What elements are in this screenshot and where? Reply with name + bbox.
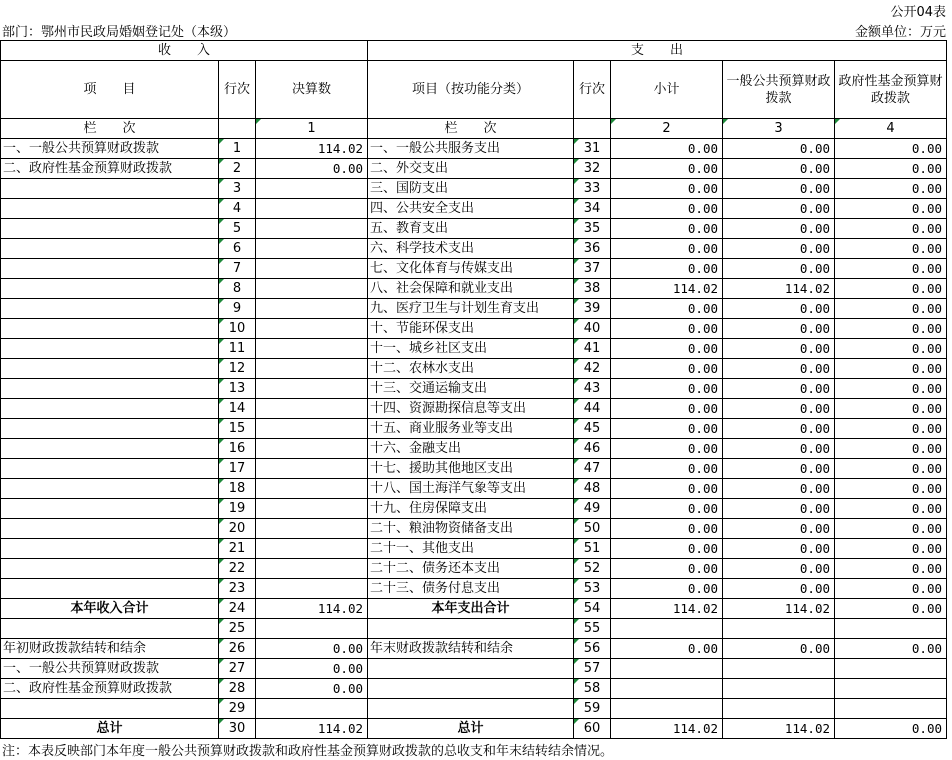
expense-gov-fund: 0.00 [835,399,947,419]
income-row-no: 26 [219,639,256,659]
expense-subtotal: 0.00 [611,379,723,399]
table-row [1,719,947,739]
expense-subtotal: 0.00 [611,459,723,479]
expense-row-no: 41 [574,339,611,359]
income-row-no: 23 [219,579,256,599]
expense-item [368,619,574,639]
income-row-no: 3 [219,179,256,199]
fiscal-table [0,40,947,739]
table-row [1,339,947,359]
income-row-no: 21 [219,539,256,559]
expense-gov-fund: 0.00 [835,419,947,439]
expense-item: 十三、交通运输支出 [368,379,574,399]
income-row-no: 29 [219,699,256,719]
expense-subtotal: 0.00 [611,239,723,259]
expense-subtotal: 0.00 [611,419,723,439]
expense-row-no: 51 [574,539,611,559]
expense-general-budget: 0.00 [723,299,835,319]
income-row-no: 13 [219,379,256,399]
expense-row-no: 57 [574,659,611,679]
expense-item: 十八、国土海洋气象等支出 [368,479,574,499]
income-item [1,619,219,639]
expense-row-no: 38 [574,279,611,299]
expense-item: 十、节能环保支出 [368,319,574,339]
income-row-no: 11 [219,339,256,359]
income-item [1,179,219,199]
expense-gov-fund: 0.00 [835,219,947,239]
expense-row-no: 48 [574,479,611,499]
expense-item [368,659,574,679]
income-amount [256,259,368,279]
income-item [1,479,219,499]
income-amount [256,239,368,259]
expense-subtotal: 0.00 [611,519,723,539]
income-row-no: 22 [219,559,256,579]
col-subtotal: 小计 [611,61,723,119]
expense-row-no: 37 [574,259,611,279]
income-amount [256,619,368,639]
income-row-no: 5 [219,219,256,239]
expense-item: 十九、住房保障支出 [368,499,574,519]
table-row [1,619,947,639]
income-item: 一、一般公共预算财政拨款 [1,659,219,679]
expense-general-budget [723,699,835,719]
expense-row-no: 46 [574,439,611,459]
income-amount: 0.00 [256,639,368,659]
income-item [1,359,219,379]
expense-general-budget: 0.00 [723,419,835,439]
expense-general-budget [723,679,835,699]
expense-subtotal: 0.00 [611,179,723,199]
expense-gov-fund: 0.00 [835,259,947,279]
expense-subtotal: 0.00 [611,359,723,379]
expense-subtotal: 0.00 [611,559,723,579]
expense-subtotal [611,699,723,719]
expense-item: 九、医疗卫生与计划生育支出 [368,299,574,319]
col-index-4: 4 [835,119,947,139]
income-amount [256,219,368,239]
income-amount [256,339,368,359]
expense-general-budget: 0.00 [723,579,835,599]
income-row-no: 19 [219,499,256,519]
expense-general-budget: 0.00 [723,259,835,279]
expense-general-budget: 0.00 [723,239,835,259]
expense-general-budget: 0.00 [723,179,835,199]
income-amount [256,519,368,539]
table-row [1,179,947,199]
expense-gov-fund: 0.00 [835,339,947,359]
expense-gov-fund: 0.00 [835,579,947,599]
income-item: 二、政府性基金预算财政拨款 [1,679,219,699]
expense-gov-fund [835,659,947,679]
expense-gov-fund: 0.00 [835,379,947,399]
expense-subtotal: 0.00 [611,159,723,179]
expense-gov-fund [835,699,947,719]
income-item [1,579,219,599]
table-row [1,639,947,659]
expense-item: 十一、城乡社区支出 [368,339,574,359]
col-final-amount: 决算数 [256,61,368,119]
income-row-no: 10 [219,319,256,339]
income-item [1,339,219,359]
income-row-no: 28 [219,679,256,699]
department-label: 部门：鄂州市民政局婚姻登记处（本级） [2,25,237,40]
expense-row-no: 47 [574,459,611,479]
expense-general-budget: 0.00 [723,359,835,379]
expense-item: 总计 [368,719,574,739]
expense-item: 二、外交支出 [368,159,574,179]
expense-item: 十五、商业服务业等支出 [368,419,574,439]
income-amount [256,359,368,379]
expense-subtotal: 0.00 [611,639,723,659]
table-code: 公开04表 [890,5,946,20]
expense-row-no: 31 [574,139,611,159]
income-amount [256,419,368,439]
expense-general-budget: 0.00 [723,459,835,479]
expense-row-no: 39 [574,299,611,319]
col-index-label: 栏 次 [1,119,219,139]
table-row [1,259,947,279]
table-row [1,579,947,599]
income-row-no: 27 [219,659,256,679]
income-amount: 0.00 [256,159,368,179]
expense-row-no: 44 [574,399,611,419]
expense-subtotal: 0.00 [611,399,723,419]
income-item [1,559,219,579]
expense-row-no: 53 [574,579,611,599]
expense-item: 八、社会保障和就业支出 [368,279,574,299]
col-index-2: 2 [611,119,723,139]
expense-general-budget: 0.00 [723,539,835,559]
expense-row-no: 60 [574,719,611,739]
expense-subtotal: 114.02 [611,279,723,299]
income-row-no: 20 [219,519,256,539]
expense-row-no: 52 [574,559,611,579]
expense-item: 本年支出合计 [368,599,574,619]
income-row-no: 1 [219,139,256,159]
table-row [1,219,947,239]
expense-item: 四、公共安全支出 [368,199,574,219]
income-row-no: 2 [219,159,256,179]
expense-general-budget: 0.00 [723,499,835,519]
income-item [1,219,219,239]
expense-gov-fund: 0.00 [835,479,947,499]
income-amount [256,299,368,319]
income-item [1,239,219,259]
income-item [1,319,219,339]
expense-general-budget: 0.00 [723,439,835,459]
table-row [1,379,947,399]
income-amount [256,699,368,719]
income-amount [256,459,368,479]
expense-item: 二十三、债务付息支出 [368,579,574,599]
expense-general-budget: 114.02 [723,599,835,619]
expense-item: 十二、农林水支出 [368,359,574,379]
expense-general-budget: 0.00 [723,519,835,539]
income-amount: 114.02 [256,599,368,619]
expense-gov-fund: 0.00 [835,639,947,659]
income-amount [256,379,368,399]
expense-subtotal: 0.00 [611,499,723,519]
expense-general-budget: 0.00 [723,139,835,159]
income-amount [256,559,368,579]
income-amount: 0.00 [256,679,368,699]
expense-gov-fund: 0.00 [835,239,947,259]
expense-item: 二十一、其他支出 [368,539,574,559]
expense-item: 二十二、债务还本支出 [368,559,574,579]
income-item: 总计 [1,719,219,739]
expense-general-budget: 0.00 [723,559,835,579]
income-item [1,499,219,519]
expense-item [368,679,574,699]
col-item: 项 目 [1,61,219,119]
table-row [1,499,947,519]
table-row [1,519,947,539]
expense-gov-fund: 0.00 [835,139,947,159]
expense-item: 六、科学技术支出 [368,239,574,259]
income-row-no: 6 [219,239,256,259]
expense-gov-fund: 0.00 [835,159,947,179]
income-amount: 114.02 [256,139,368,159]
expense-subtotal [611,619,723,639]
expense-subtotal: 0.00 [611,319,723,339]
income-item [1,299,219,319]
expense-item: 三、国防支出 [368,179,574,199]
expense-gov-fund: 0.00 [835,559,947,579]
income-item [1,419,219,439]
col-general-budget: 一般公共预算财政拨款 [723,61,835,119]
income-amount [256,279,368,299]
income-amount: 0.00 [256,659,368,679]
income-item [1,199,219,219]
expense-item: 一、一般公共服务支出 [368,139,574,159]
income-amount [256,499,368,519]
income-row-no: 25 [219,619,256,639]
income-item: 二、政府性基金预算财政拨款 [1,159,219,179]
income-amount: 114.02 [256,719,368,739]
expense-gov-fund: 0.00 [835,719,947,739]
income-amount [256,479,368,499]
expense-row-no: 55 [574,619,611,639]
expense-row-no: 33 [574,179,611,199]
expense-item: 十六、金融支出 [368,439,574,459]
income-amount [256,579,368,599]
expense-row-no: 42 [574,359,611,379]
expense-item: 二十、粮油物资储备支出 [368,519,574,539]
expense-gov-fund: 0.00 [835,179,947,199]
income-item: 年初财政拨款结转和结余 [1,639,219,659]
income-row-no: 15 [219,419,256,439]
col-gov-fund: 政府性基金预算财政拨款 [835,61,947,119]
expense-general-budget: 0.00 [723,379,835,399]
expense-item: 十四、资源勘探信息等支出 [368,399,574,419]
expense-row-no: 50 [574,519,611,539]
expense-gov-fund: 0.00 [835,299,947,319]
income-item [1,279,219,299]
col-index-3: 3 [723,119,835,139]
col-row-no-2: 行次 [574,61,611,119]
expense-general-budget: 0.00 [723,199,835,219]
expense-subtotal: 114.02 [611,599,723,619]
income-amount [256,439,368,459]
table-row [1,539,947,559]
expense-gov-fund: 0.00 [835,279,947,299]
table-row [1,299,947,319]
table-row [1,359,947,379]
expense-row-no: 43 [574,379,611,399]
income-item [1,439,219,459]
expense-row-no: 59 [574,699,611,719]
income-row-no: 17 [219,459,256,479]
income-item [1,259,219,279]
expense-row-no: 36 [574,239,611,259]
expense-row-no: 40 [574,319,611,339]
income-amount [256,319,368,339]
table-row [1,139,947,159]
expense-subtotal: 0.00 [611,539,723,559]
table-row [1,279,947,299]
expense-row-no: 35 [574,219,611,239]
expense-gov-fund: 0.00 [835,359,947,379]
expense-subtotal: 0.00 [611,339,723,359]
table-row [1,419,947,439]
expense-general-budget: 0.00 [723,479,835,499]
expense-general-budget [723,619,835,639]
table-row [1,159,947,179]
income-row-no: 8 [219,279,256,299]
income-item [1,699,219,719]
expense-gov-fund: 0.00 [835,599,947,619]
footnote: 注：本表反映部门本年度一般公共预算财政拨款和政府性基金预算财政拨款的总收支和年末结转结余情况。 [2,744,614,759]
expense-general-budget: 114.02 [723,719,835,739]
expense-subtotal: 0.00 [611,299,723,319]
income-amount [256,199,368,219]
expense-general-budget [723,659,835,679]
expense-item: 十七、援助其他地区支出 [368,459,574,479]
expense-gov-fund [835,679,947,699]
expense-gov-fund: 0.00 [835,499,947,519]
expense-subtotal: 0.00 [611,479,723,499]
table-row [1,699,947,719]
expense-item: 七、文化体育与传媒支出 [368,259,574,279]
income-row-no: 16 [219,439,256,459]
table-row [1,459,947,479]
expense-row-no: 49 [574,499,611,519]
expense-subtotal: 114.02 [611,719,723,739]
col-index-empty [219,119,256,139]
expense-gov-fund: 0.00 [835,319,947,339]
expense-subtotal [611,659,723,679]
expense-general-budget: 0.00 [723,159,835,179]
expense-row-no: 34 [574,199,611,219]
income-row-no: 24 [219,599,256,619]
income-item [1,399,219,419]
income-row-no: 18 [219,479,256,499]
col-index-1: 1 [256,119,368,139]
expense-row-no: 45 [574,419,611,439]
expense-gov-fund: 0.00 [835,519,947,539]
expense-subtotal: 0.00 [611,219,723,239]
table-row [1,599,947,619]
expense-gov-fund: 0.00 [835,539,947,559]
expense-gov-fund: 0.00 [835,459,947,479]
table-row [1,399,947,419]
col-index-empty-2 [574,119,611,139]
table-row [1,659,947,679]
income-item [1,539,219,559]
table-row [1,559,947,579]
expense-subtotal: 0.00 [611,259,723,279]
expense-subtotal: 0.00 [611,439,723,459]
income-row-no: 9 [219,299,256,319]
expense-row-no: 56 [574,639,611,659]
income-item [1,519,219,539]
income-item [1,379,219,399]
table-row [1,319,947,339]
income-section-header: 收 入 [1,41,368,61]
table-row [1,239,947,259]
table-row [1,679,947,699]
income-item: 一、一般公共预算财政拨款 [1,139,219,159]
income-item: 本年收入合计 [1,599,219,619]
table-row [1,479,947,499]
income-row-no: 4 [219,199,256,219]
income-amount [256,399,368,419]
expense-general-budget: 0.00 [723,339,835,359]
table-row [1,439,947,459]
expense-gov-fund: 0.00 [835,439,947,459]
col-func-item: 项目（按功能分类） [368,61,574,119]
fiscal-table-wrap [0,40,947,739]
expense-row-no: 58 [574,679,611,699]
expense-general-budget: 114.02 [723,279,835,299]
unit-label: 金额单位：万元 [854,25,946,40]
expense-general-budget: 0.00 [723,219,835,239]
expense-subtotal [611,679,723,699]
col-row-no: 行次 [219,61,256,119]
income-item [1,459,219,479]
income-row-no: 14 [219,399,256,419]
expense-general-budget: 0.00 [723,399,835,419]
expense-subtotal: 0.00 [611,579,723,599]
expense-section-header: 支 出 [368,41,947,61]
col-index-label-2: 栏 次 [368,119,574,139]
income-row-no: 7 [219,259,256,279]
income-row-no: 30 [219,719,256,739]
table-row [1,199,947,219]
expense-subtotal: 0.00 [611,199,723,219]
expense-subtotal: 0.00 [611,139,723,159]
income-row-no: 12 [219,359,256,379]
income-amount [256,179,368,199]
expense-item: 年末财政拨款结转和结余 [368,639,574,659]
expense-item: 五、教育支出 [368,219,574,239]
expense-general-budget: 0.00 [723,639,835,659]
income-amount [256,539,368,559]
expense-row-no: 32 [574,159,611,179]
expense-row-no: 54 [574,599,611,619]
expense-gov-fund: 0.00 [835,199,947,219]
expense-gov-fund [835,619,947,639]
expense-item [368,699,574,719]
expense-general-budget: 0.00 [723,319,835,339]
